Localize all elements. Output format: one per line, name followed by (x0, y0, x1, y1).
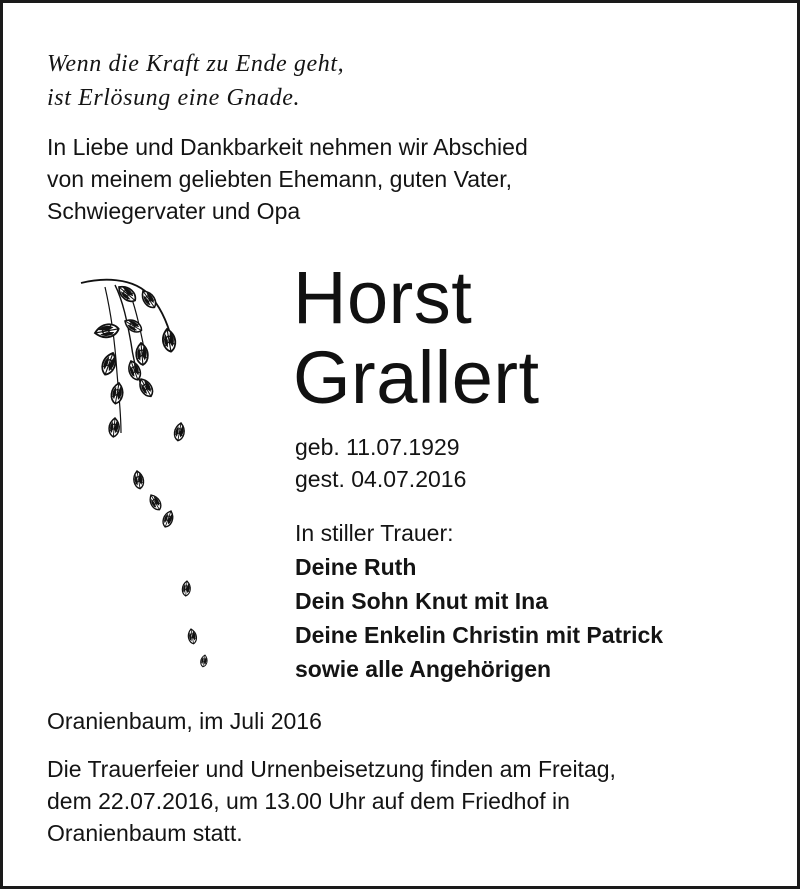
farewell-intro (47, 131, 528, 227)
death-date: gest. 04.07.2016 (295, 466, 467, 492)
mourner-relatives: sowie alle Angehörigen (295, 656, 552, 682)
mourners-list (295, 516, 663, 686)
intro-line-3: Schwiegervater und Opa (47, 198, 301, 224)
mourner-son: Dein Sohn Knut mit Ina (295, 588, 548, 614)
ceremony-line-3: Oranienbaum statt. (47, 820, 243, 846)
first-name: Horst (293, 256, 473, 339)
life-dates (295, 431, 466, 495)
mourners-label: In stiller Trauer: (295, 520, 454, 546)
mourner-ruth: Deine Ruth (295, 554, 417, 580)
ceremony-line-2: dem 22.07.2016, um 13.00 Uhr auf dem Friedhof in (47, 788, 570, 814)
intro-line-1: In Liebe und Dankbarkeit nehmen wir Abschied (47, 134, 528, 160)
birch-branch-falling-leaves-icon (75, 273, 235, 683)
last-name: Grallert (293, 336, 540, 419)
place-date: Oranienbaum, im Juli 2016 (47, 708, 322, 734)
quote-line-1: Wenn die Kraft zu Ende geht, (47, 51, 345, 77)
mourner-granddaughter: Deine Enkelin Christin mit Patrick (295, 622, 664, 648)
birth-date: geb. 11.07.1929 (295, 434, 460, 460)
ceremony-info (47, 753, 616, 849)
ceremony-line-1: Die Trauerfeier und Urnenbeisetzung finden am Freitag, (47, 756, 616, 782)
intro-line-2: von meinem geliebten Ehemann, guten Vater, (47, 166, 512, 192)
deceased-name (293, 258, 540, 418)
quote (47, 47, 344, 115)
quote-line-2: ist Erlösung eine Gnade. (47, 85, 301, 111)
